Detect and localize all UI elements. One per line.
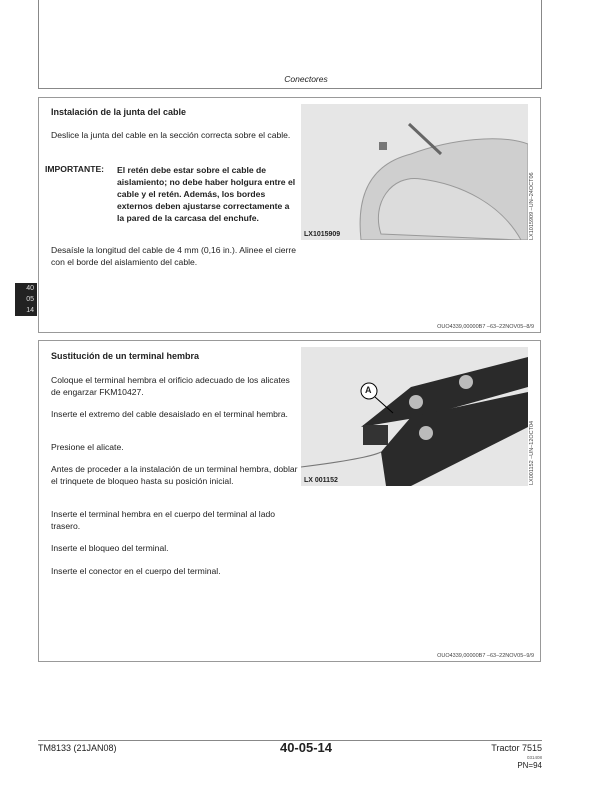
footer-code: 031408 [526,755,542,760]
section-cable-seal [38,97,541,333]
tab-number: 05 [26,296,34,303]
photo-caption: LX1015909 [304,231,341,238]
callout-label: A [365,385,372,395]
footer-pn: PN=94 [517,761,542,770]
paragraph: Inserte el conector en el cuerpo del terminal. [51,566,221,576]
important-label: IMPORTANTE: [45,164,105,174]
photo-hands-cable [301,104,528,240]
hands-illustration [301,104,528,240]
page-header-title: Conectores [284,74,328,84]
header-rule [38,88,542,89]
paragraph: Inserte el extremo del cable desaislado en el terminal hembra. [51,409,288,419]
paragraph: Inserte el bloqueo del terminal. [51,543,169,553]
section-tab [15,283,37,316]
tab-number: 14 [26,307,34,314]
paragraph: Presione el alicate. [51,442,124,452]
footer-page-number: 40-05-14 [279,740,333,755]
reference-code: OUO4339,00000B7 –63–22NOV05–8/9 [437,324,534,330]
paragraph: Antes de proceder a la instalación de un terminal hembra, doblar el trinquete de bloqueo hasta su posición inicial. [51,464,298,486]
paragraph: Deslice la junta del cable en la sección correcta sobre el cable. [51,130,291,140]
photo-caption: LX 001152 [304,477,338,484]
section-title: Sustitución de un terminal hembra [51,351,200,361]
footer-manual-id: TM8133 (21JAN08) [38,743,117,753]
photo-id: LX001152 –UN–12OCT04 [529,420,535,485]
paragraph: Coloque el terminal hembra el orificio adecuado de los alicates de engarzar FKM10427. [51,375,290,397]
pliers-illustration [301,347,528,486]
photo-crimping-pliers [301,347,528,486]
section-female-terminal [38,340,541,662]
section-title: Instalación de la junta del cable [51,107,187,117]
photo-id: LX1015909 –UN–24OCT06 [529,172,535,240]
paragraph: Inserte el terminal hembra en el cuerpo del terminal al lado trasero. [51,509,276,531]
tab-number: 40 [26,285,34,292]
paragraph: Desaísle la longitud del cable de 4 mm (0,16 in.). Alinee el cierre con el borde del aislamiento del cable. [51,245,297,267]
footer-model: Tractor 7515 [491,743,542,753]
reference-code: OUO4339,00000B7 –63–22NOV05–9/9 [437,653,534,659]
important-note: El retén debe estar sobre el cable de aislamiento; no debe haber holgura entre el cable y el retén. Además, los bordes externos deben ajustarse correctamente a la pared de la carcasa del enchufe. [117,165,296,223]
